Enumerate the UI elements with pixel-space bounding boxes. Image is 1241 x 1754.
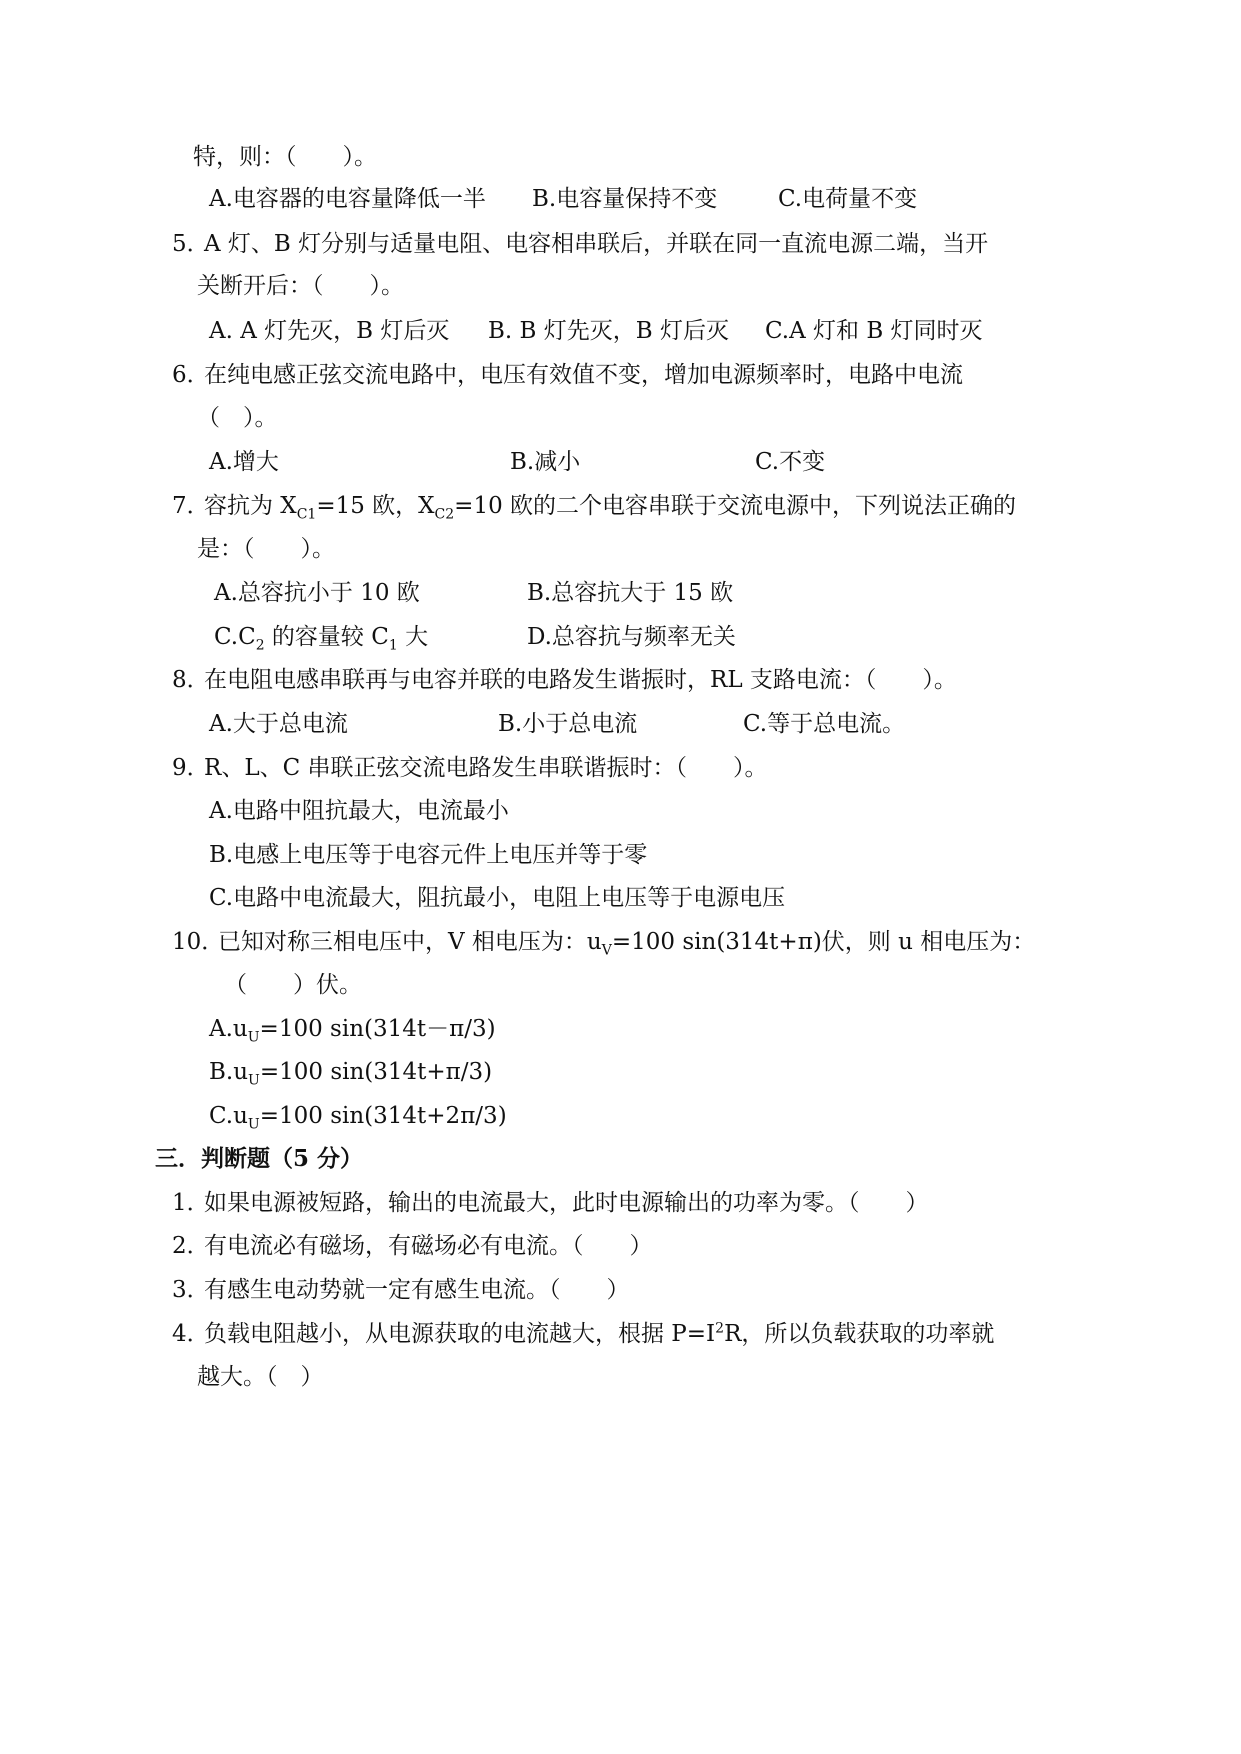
q4-tail: 特，则：（ ）。 (193, 144, 377, 170)
q8-line1: 在电阻电感串联再与电容并联的电路发生谐振时，RL 支路电流：（ ）。 (204, 667, 957, 693)
q10-line2: （ ）伏。 (224, 972, 362, 998)
q9-option-c: C.电路中电流最大，阻抗最小，电阻上电压等于电源电压 (209, 885, 786, 911)
q4-option-b: B.电容量保持不变 (532, 186, 718, 212)
q8-option-c: C.等于总电流。 (743, 711, 906, 737)
q8-option-a: A.大于总电流 (209, 711, 348, 737)
q10-option-a: $A.u_U=100$ sin(314t－π/3) (209, 1016, 496, 1046)
q6-line1: 在纯电感正弦交流电路中，电压有效值不变，增加电源频率时，电路中电流 (204, 362, 963, 388)
q7-line2: 是：（ ）。 (197, 536, 335, 562)
q5-line2: 关断开后：（ ）。 (197, 273, 404, 299)
tf-q2: 有电流必有磁场，有磁场必有电流。（ ） (204, 1233, 653, 1259)
tf-q3-number: 3． (172, 1277, 210, 1303)
q7-option-b: B.总容抗大于 15 欧 (527, 580, 734, 606)
tf-q4-number: 4． (172, 1321, 210, 1347)
section3-title: 三．判断题（5 分） (155, 1145, 364, 1172)
tf-q3: 有感生电动势就一定有感生电流。（ ） (204, 1277, 630, 1303)
q5-option-b: B. B 灯先灭，B 灯后灭 (488, 318, 729, 344)
q6-option-b: B.减小 (510, 449, 581, 475)
q10-number: 10． (172, 929, 225, 955)
q9-option-b: B.电感上电压等于电容元件上电压并等于零 (209, 842, 648, 868)
q10-option-b: $B.u_U=100$ sin(314t+π/3) (209, 1059, 493, 1089)
q7-number: 7． (172, 493, 210, 519)
q6-line2: （ ）。 (197, 405, 278, 431)
q9-line1: R、L、C 串联正弦交流电路发生串联谐振时：（ ）。 (204, 755, 768, 781)
tf-q1: 如果电源被短路，输出的电流最大，此时电源输出的功率为零。（ ） (204, 1190, 929, 1216)
q5-option-a: A. A 灯先灭，B 灯后灭 (209, 318, 450, 344)
q6-number: 6． (172, 362, 210, 388)
q5-line1: A 灯、B 灯分别与适量电阻、电容相串联后，并联在同一直流电源二端，当开 (204, 231, 989, 257)
q5-number: 5． (172, 231, 210, 257)
q10-option-c: $C.u_U=100$ sin(314t+2π/3) (209, 1103, 507, 1133)
q9-option-a: A.电路中阻抗最大，电流最小 (209, 798, 509, 824)
q7-option-c: $C.C_2$ 的容量较 $C_1$ 大 (214, 624, 429, 654)
q10-line1: 已知对称三相电压中，V 相电压为：$u_V=100$ sin(314t+π)伏，则 u 相电压为： (218, 929, 1036, 959)
q8-number: 8． (172, 667, 210, 693)
q7-option-d: D.总容抗与频率无关 (527, 624, 736, 650)
q8-option-b: B.小于总电流 (498, 711, 638, 737)
q6-option-c: C.不变 (755, 449, 826, 475)
q9-number: 9． (172, 755, 210, 781)
tf-q1-number: 1． (172, 1190, 210, 1216)
q7-option-a: A.总容抗小于 10 欧 (214, 580, 420, 606)
q7-line1: 容抗为 $X_{C1}=15$ 欧，$X_{C2}=10$ 欧的二个电容串联于交流电源中，下列说法正确的 (204, 493, 1017, 523)
tf-q4-line1: 负载电阻越小，从电源获取的电流越大，根据 $P=I^2R$，所以负载获取的功率就 (204, 1320, 995, 1347)
q4-option-c: C.电荷量不变 (778, 186, 918, 212)
q5-option-c: C.A 灯和 B 灯同时灭 (765, 318, 983, 344)
q6-option-a: A.增大 (209, 449, 279, 475)
tf-q2-number: 2． (172, 1233, 210, 1259)
tf-q4-line2: 越大。（ ） (197, 1364, 324, 1390)
q4-option-a: A.电容器的电容量降低一半 (209, 186, 486, 212)
